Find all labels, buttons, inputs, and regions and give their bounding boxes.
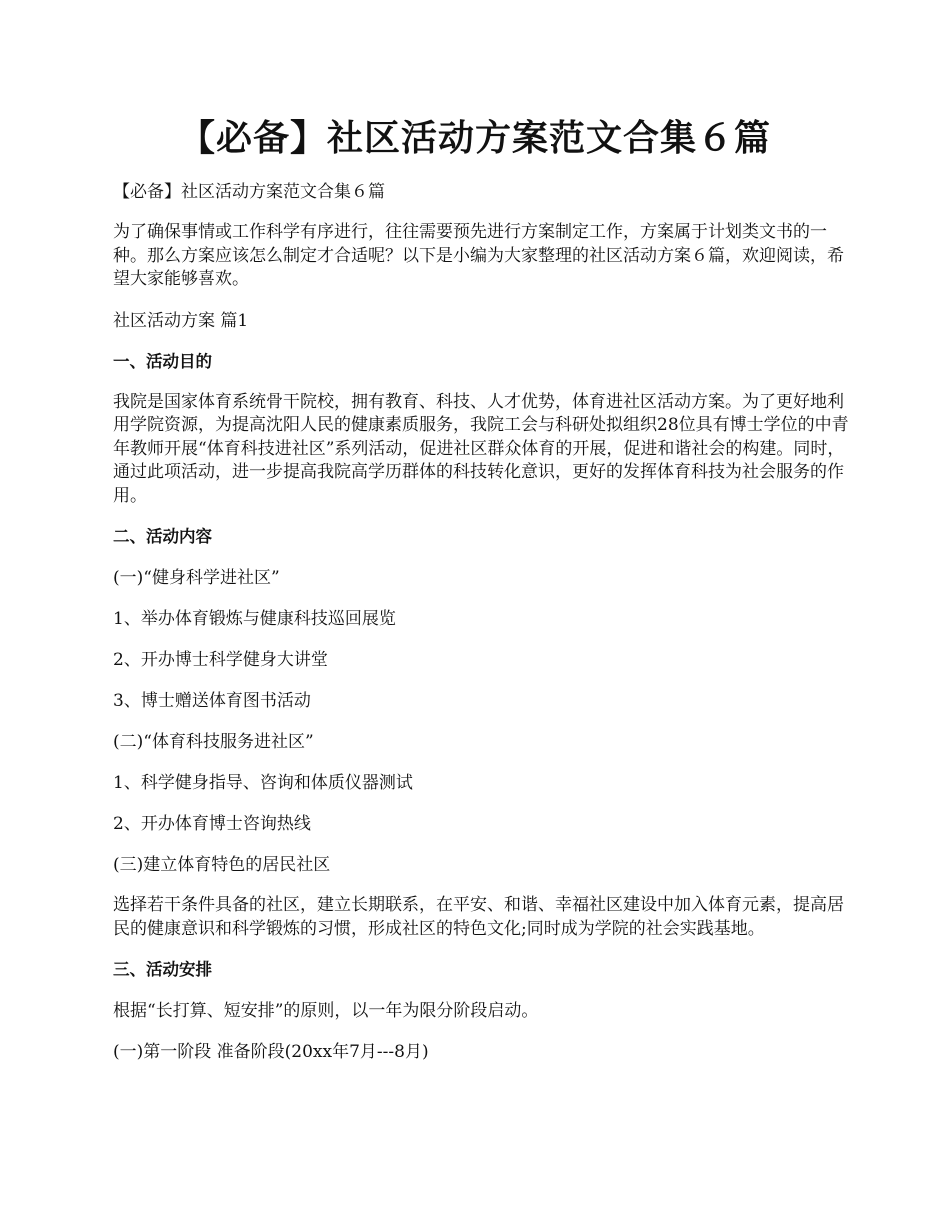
paragraph-item: 3、博士赠送体育图书活动 [113, 691, 311, 711]
paragraph-purpose: 我院是国家体育系统骨干院校，拥有教育、科技、人才优势，体育进社区活动方案。为了更好地利用学院资源，为提高沈阳人民的健康素质服务，我院工会与科研处拟组织28位具有博士学位的中青年教师开展“体育科技进社区”系列活动，促进社区群众体育的开展，促进和谐社会的构建。同时，通过此项活动，进一步提高我院高学历群体的科技转化意识，更好的发挥体育科技为社会服务的作用。 [113, 391, 849, 506]
heading-purpose: 一、活动目的 [113, 351, 212, 371]
paragraph-community: 选择若干条件具备的社区，建立长期联系，在平安、和谐、幸福社区建设中加入体育元素，提高居民的健康意识和科学锻炼的习惯，形成社区的特色文化;同时成为学院的社会实践基地。 [113, 895, 844, 939]
heading-arrangement: 三、活动安排 [113, 960, 212, 979]
document-title: 【必备】社区活动方案范文合集６篇 [178, 117, 771, 159]
heading-content: 二、活动内容 [113, 527, 212, 546]
paragraph-item: (一)“健身科学进社区” [113, 568, 280, 588]
paragraph-subtitle: 【必备】社区活动方案范文合集６篇 [113, 182, 385, 202]
paragraph-intro: 为了确保事情或工作科学有序进行，往往需要预先进行方案制定工作，方案属于计划类文书的一种。那么方案应该怎么制定才合适呢？以下是小编为大家整理的社区活动方案６篇，欢迎阅读，希望大家能够喜欢。 [113, 222, 844, 289]
paragraph-principle: 根据“长打算、短安排”的原则，以一年为限分阶段启动。 [113, 1001, 539, 1021]
paragraph-item: 1、科学健身指导、咨询和体质仪器测试 [113, 773, 413, 793]
paragraph-section-label: 社区活动方案 篇1 [113, 310, 249, 331]
paragraph-item: 2、开办博士科学健身大讲堂 [113, 650, 328, 670]
paragraph-item: 2、开办体育博士咨询热线 [113, 814, 311, 834]
paragraph-phase-one: (一)第一阶段 准备阶段(20xx年7月---8月) [113, 1042, 429, 1062]
paragraph-item: 1、举办体育锻炼与健康科技巡回展览 [113, 609, 396, 629]
paragraph-item: (三)建立体育特色的居民社区 [113, 855, 331, 875]
document-body [113, 180, 853, 1081]
paragraph-item: (二)“体育科技服务进社区” [113, 732, 314, 752]
